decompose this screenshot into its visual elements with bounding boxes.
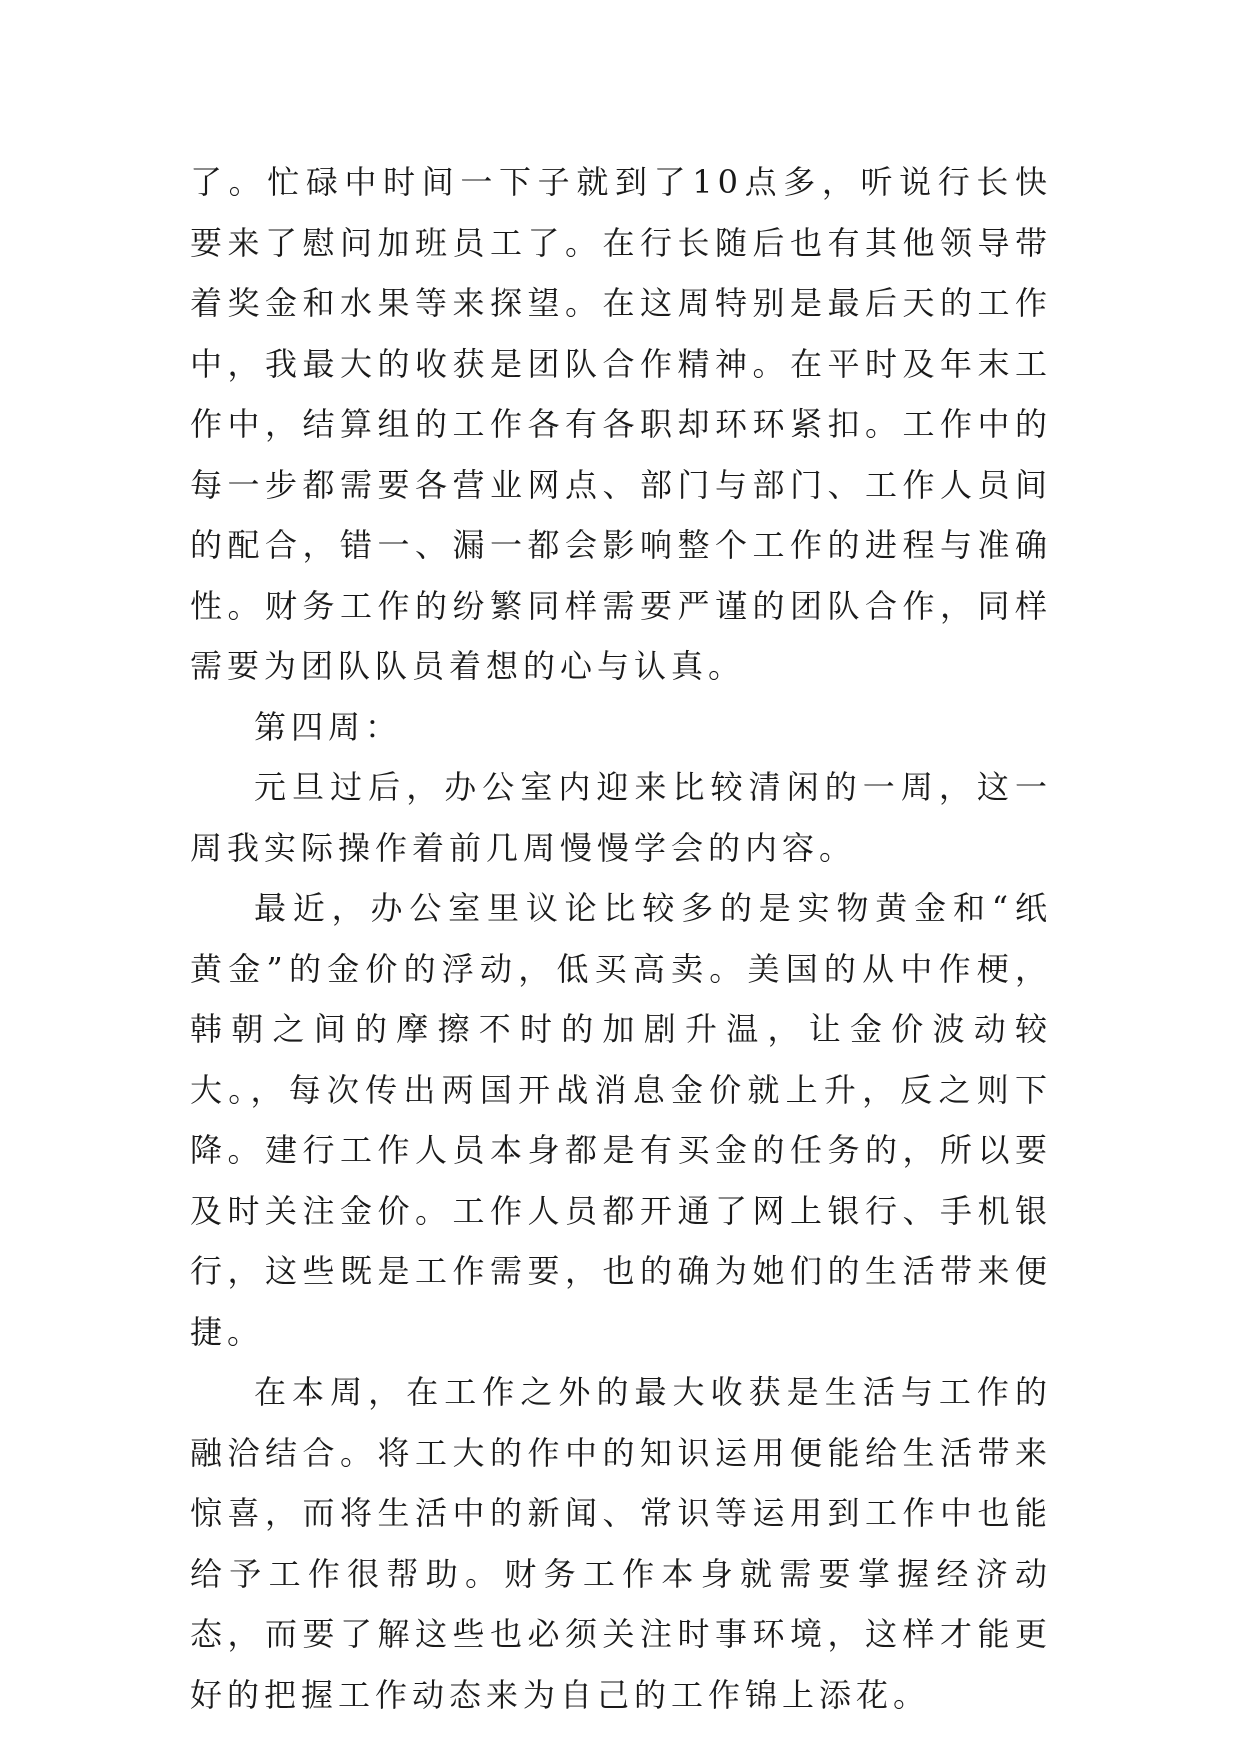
section-heading-week-four: 第四周： bbox=[254, 707, 403, 746]
paragraph-this-week-summary: 在本周，在工作之外的最大收获是生活与工作的融洽结合。将工大的作中的知识运用便能给生活带来惊喜，而将生活中的新闻、常识等运用到工作中也能给予工作很帮助。财务工作本身就需要掌握经济动态，而要了解这些也必须关注时事环境，这样才能更好的把握工作动态来为自己的工作锦上添花。 bbox=[190, 1373, 1052, 1714]
paragraph-continuation: 了。忙碌中时间一下子就到了10点多，听说行长快要来了慰问加班员工了。在行长随后也有其他领导带着奖金和水果等来探望。在这周特别是最后天的工作中，我最大的收获是团队合作精神。在平时及年末工作中，结算组的工作各有各职却环环紧扣。工作中的每一步都需要各营业网点、部门与部门、工作人员间的配合，错一、漏一都会影响整个工作的进程与准确性。财务工作的纷繁同样需要严谨的团队合作，同样需要为团队队员着想的心与认真。 bbox=[190, 163, 1052, 685]
paragraph-gold-price: 最近，办公室里议论比较多的是实物黄金和“纸黄金”的金价的浮动，低买高卖。美国的从中作梗，韩朝之间的摩擦不时的加剧升温，让金价波动较大。，每次传出两国开战消息金价就上升，反之则下降。建行工作人员本身都是有买金的任务的，所以要及时关注金价。工作人员都开通了网上银行、手机银行，这些既是工作需要，也的确为她们的生活带来便捷。 bbox=[190, 889, 1052, 1351]
paragraph-new-year: 元旦过后，办公室内迎来比较清闲的一周，这一周我实际操作着前几周慢慢学会的内容。 bbox=[190, 768, 1052, 867]
document-body bbox=[190, 152, 1052, 1725]
